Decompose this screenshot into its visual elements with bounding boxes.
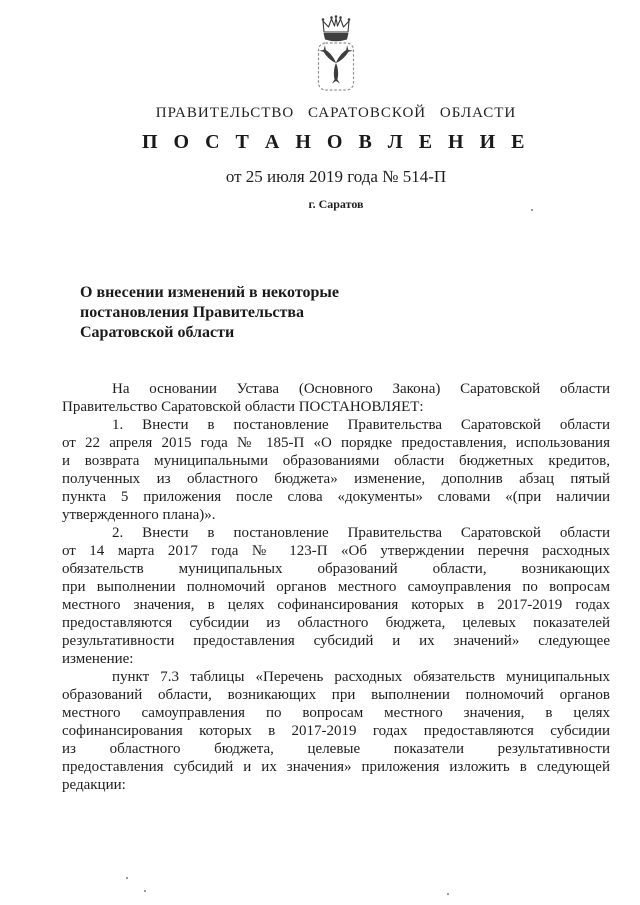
body-line: от 22 апреля 2015 года № 185-П «О порядке предоставления, использования — [62, 435, 610, 451]
body-line: при выполнении полномочий органов местного самоуправления по вопросам — [62, 579, 610, 595]
body-line: изменение: — [62, 651, 134, 667]
body-line: 1. Внести в постановление Правительства Саратовской области — [112, 417, 610, 433]
body-line: утвержденного плана)». — [62, 507, 216, 523]
scan-speck — [126, 877, 128, 879]
body-line: редакции: — [62, 777, 126, 793]
scan-speck — [447, 893, 449, 895]
doc-title-line: Саратовской области — [80, 324, 235, 341]
body-line: предоставления субсидий и их значения» приложения изложить в следующей — [62, 759, 610, 775]
body-line: предоставляются субсидии из областного бюджета, целевых показателей — [62, 615, 610, 631]
body-line: софинансирования которых в 2017-2019 годах предоставляются субсидии — [62, 723, 610, 739]
body-line: от 14 марта 2017 года № 123-П «Об утверждении перечня расходных — [62, 543, 610, 559]
body-line: полученных из областного бюджета» изменение, дополнив абзац пятый — [62, 471, 610, 487]
body-line: Правительство Саратовской области ПОСТАНОВЛЯЕТ: — [62, 399, 424, 415]
body-line: 2. Внести в постановление Правительства Саратовской области — [112, 525, 610, 541]
body-line: пункта 5 приложения после слова «документы» словами «(при наличии — [62, 489, 610, 505]
body-line: и возврата муниципальными образованиями области бюджетных кредитов, — [62, 453, 610, 469]
scan-speck — [144, 890, 146, 892]
doc-title-line: постановления Правительства — [80, 304, 304, 321]
org-name: ПРАВИТЕЛЬСТВО САРАТОВСКОЙ ОБЛАСТИ — [155, 105, 517, 121]
body-line: На основании Устава (Основного Закона) Саратовской области — [112, 381, 610, 397]
city-line: г. Саратов — [308, 197, 364, 211]
scan-speck — [531, 209, 533, 211]
doc-type-heading: П О С Т А Н О В Л Е Н И Е — [142, 131, 530, 153]
body-line: местного значения, в целях софинансирования которых в 2017-2019 годах — [62, 597, 610, 613]
body-line: обязательств муниципальных образований области, возникающих — [62, 561, 610, 577]
body-line: образований области, возникающих при выполнении полномочий органов — [62, 687, 610, 703]
body-line: пункт 7.3 таблицы «Перечень расходных обязательств муниципальных — [112, 669, 610, 685]
doc-title-line: О внесении изменений в некоторые — [80, 284, 339, 301]
body-line: местного самоуправления по вопросам местного значения, в целях — [62, 705, 610, 721]
body-line: из областного бюджета, целевые показатели результативности — [62, 741, 610, 757]
body-line: результативности предоставления субсидий и их значений» следующее — [62, 633, 610, 649]
doc-body — [62, 380, 610, 794]
saratov-coat-of-arms-icon — [312, 14, 360, 92]
doc-title — [80, 283, 610, 343]
doc-date-number: от 25 июля 2019 года № 514-П — [225, 167, 447, 186]
